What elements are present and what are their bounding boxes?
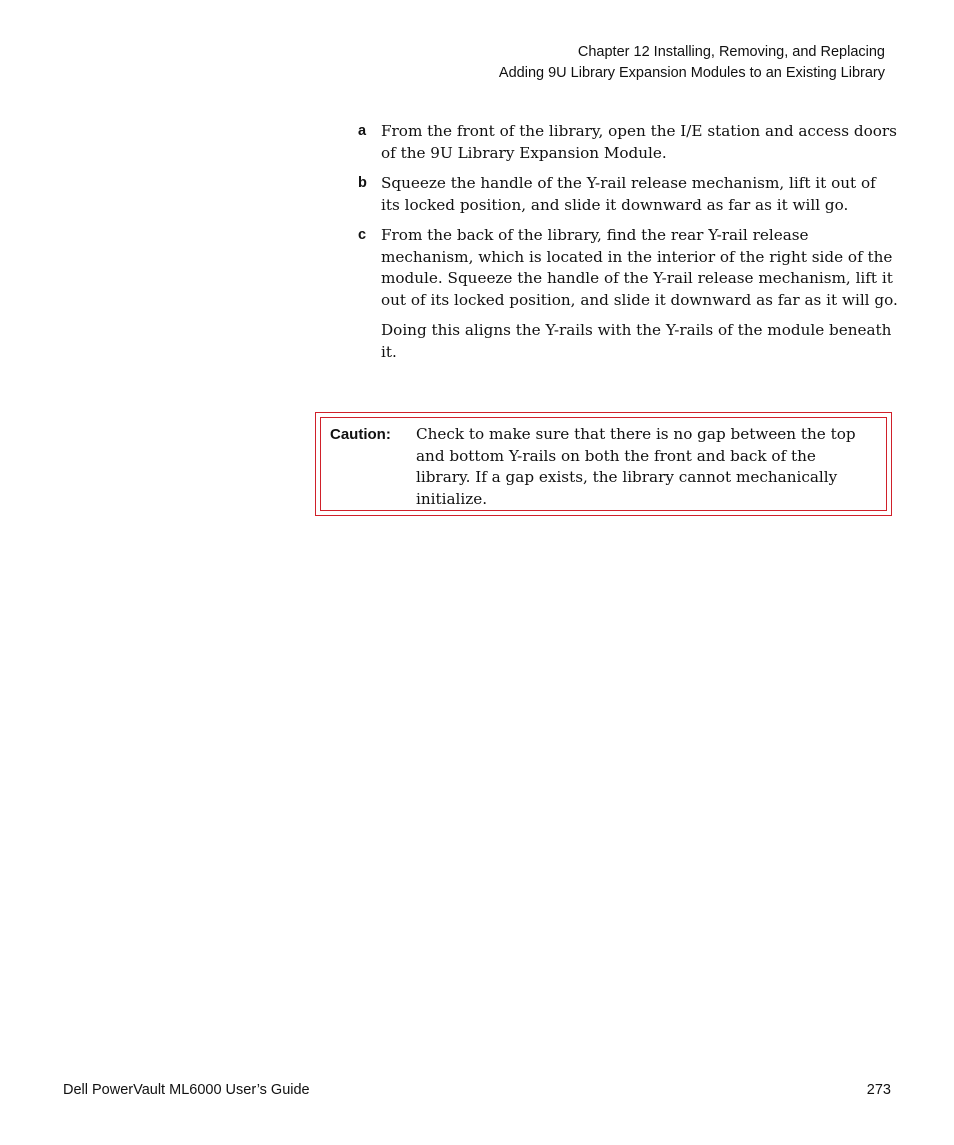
step-text: Squeeze the handle of the Y-rail release mechanism, lift it out of its locked position, and slide it downward as far as it will go. [381, 174, 876, 214]
step-text: From the front of the library, open the I/E station and access doors of the 9U Library Expansion Module. [381, 122, 897, 162]
step-b [358, 173, 898, 216]
footer-page-number: 273 [866, 1082, 891, 1098]
chapter-title: Chapter 12 Installing, Removing, and Replacing [577, 44, 885, 60]
caution-label: Caution: [330, 426, 391, 443]
procedure-steps [358, 121, 898, 363]
footer-guide-title: Dell PowerVault ML6000 User’s Guide [63, 1082, 310, 1098]
step-c-note: Doing this aligns the Y-rails with the Y-rails of the module beneath it. [381, 321, 892, 361]
caution-box-inner [320, 417, 887, 511]
section-title: Adding 9U Library Expansion Modules to an Existing Library [498, 65, 885, 81]
step-c [358, 225, 898, 311]
step-letter: b [358, 175, 367, 191]
step-text: From the back of the library, find the rear Y-rail release mechanism, which is located in the interior of the right side of the module. Squeeze the handle of the Y-rail release mechanism, lift it out of its locked position, and slide it downward as far as it will go. [381, 226, 898, 309]
running-header [499, 42, 885, 84]
step-letter: c [358, 227, 367, 243]
step-letter: a [358, 123, 367, 139]
caution-text: Check to make sure that there is no gap between the top and bottom Y-rails on both the front and back of the library. If a gap exists, the library cannot mechanically initialize. [416, 425, 856, 508]
caution-box [315, 412, 892, 516]
step-a [358, 121, 898, 164]
